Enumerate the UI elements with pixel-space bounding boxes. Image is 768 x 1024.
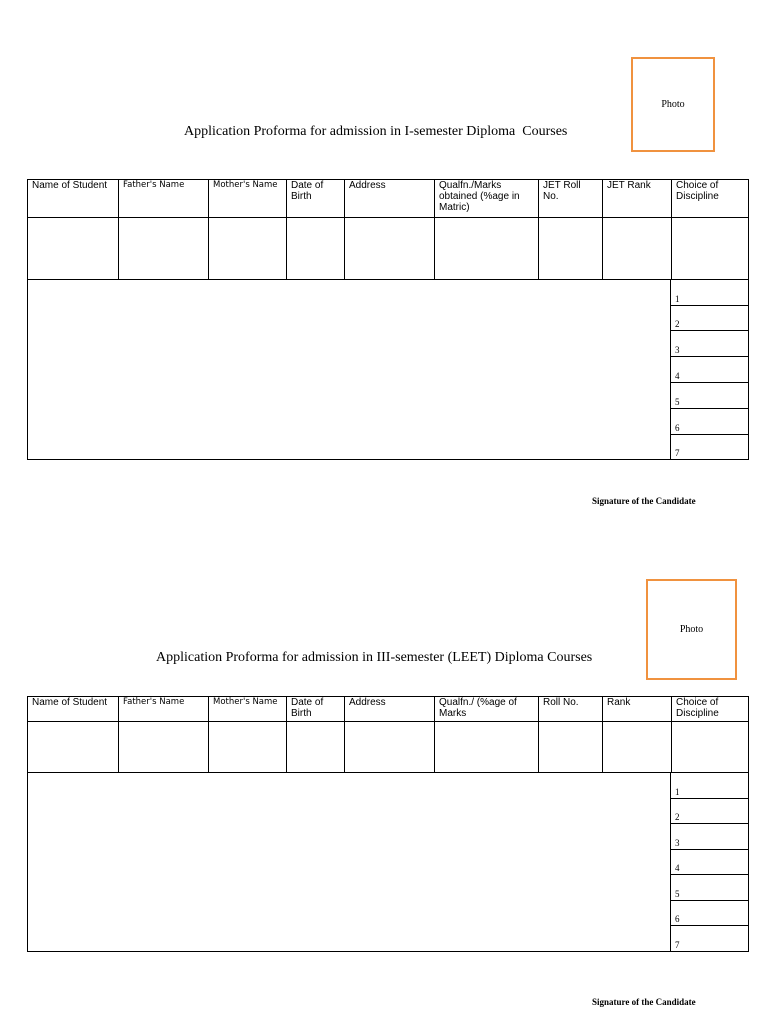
photo-box (631, 57, 715, 152)
header-mothers-name: Mother's Name (209, 180, 287, 217)
table-header-row (28, 697, 748, 722)
cell-roll-no[interactable] (539, 218, 603, 279)
choice-item-5[interactable] (671, 383, 748, 409)
cell-address[interactable] (345, 218, 435, 279)
header-address: Address (345, 697, 435, 721)
choice-number: 3 (675, 838, 680, 848)
choice-item-2[interactable] (671, 799, 748, 824)
header-rank: JET Rank (603, 180, 672, 217)
header-date-of-birth: Date of Birth (287, 697, 345, 721)
cell-date-of-birth[interactable] (287, 218, 345, 279)
choice-number: 5 (675, 889, 680, 899)
header-address: Address (345, 180, 435, 217)
header-qualification: Qualfn./Marks obtained (%age in Matric) (435, 180, 539, 217)
choice-number: 1 (675, 787, 680, 797)
cell-qualification[interactable] (435, 218, 539, 279)
choice-list (670, 280, 748, 459)
choice-item-6[interactable] (671, 901, 748, 926)
choice-number: 5 (675, 397, 680, 407)
choice-item-1[interactable] (671, 280, 748, 306)
cell-qualification[interactable] (435, 722, 539, 772)
cell-choice-of-discipline[interactable] (672, 722, 748, 772)
choice-number: 4 (675, 371, 680, 381)
form-title: Application Proforma for admission in I-semester Diploma Courses (184, 124, 568, 139)
choice-item-7[interactable] (671, 926, 748, 951)
photo-box (646, 579, 737, 680)
header-qualification: Qualfn./ (%age of Marks (435, 697, 539, 721)
cell-rank[interactable] (603, 722, 672, 772)
cell-date-of-birth[interactable] (287, 722, 345, 772)
signature-label: Signature of the Candidate (592, 997, 696, 1007)
choice-item-4[interactable] (671, 357, 748, 383)
choice-number: 4 (675, 863, 680, 873)
choice-item-6[interactable] (671, 409, 748, 435)
photo-label: Photo (679, 624, 704, 635)
header-date-of-birth: Date of Birth (287, 180, 345, 217)
header-roll-no: Roll No. (539, 697, 603, 721)
choice-item-7[interactable] (671, 435, 748, 459)
cell-rank[interactable] (603, 218, 672, 279)
cell-roll-no[interactable] (539, 722, 603, 772)
form-title: Application Proforma for admission in III-semester (LEET) Diploma Courses (156, 650, 593, 665)
choice-number: 6 (675, 423, 680, 433)
header-name-of-student: Name of Student (28, 180, 119, 217)
header-fathers-name: Father's Name (119, 180, 209, 217)
cell-mothers-name[interactable] (209, 722, 287, 772)
application-table (27, 696, 749, 952)
table-header-row (28, 180, 748, 218)
choice-item-3[interactable] (671, 824, 748, 850)
header-fathers-name: Father's Name (119, 697, 209, 721)
choice-item-1[interactable] (671, 773, 748, 799)
choice-number: 2 (675, 812, 680, 822)
header-choice-of-discipline: Choice of Discipline (676, 180, 719, 202)
table-entry-row (28, 218, 748, 280)
cell-fathers-name[interactable] (119, 722, 209, 772)
signature-label: Signature of the Candidate (592, 496, 696, 506)
header-roll-no: JET Roll No. (539, 180, 603, 217)
choice-number: 3 (675, 345, 680, 355)
header-choice-of-discipline: Choice of Discipline (676, 697, 719, 719)
cell-address[interactable] (345, 722, 435, 772)
choice-number: 1 (675, 294, 680, 304)
choice-number: 2 (675, 319, 680, 329)
choice-item-3[interactable] (671, 331, 748, 357)
cell-name-of-student[interactable] (28, 218, 119, 279)
photo-label: Photo (661, 99, 685, 110)
header-mothers-name: Mother's Name (209, 697, 287, 721)
choice-number: 6 (675, 914, 680, 924)
cell-choice-of-discipline[interactable] (672, 218, 748, 279)
choice-number: 7 (675, 448, 680, 458)
application-table (27, 179, 749, 460)
cell-fathers-name[interactable] (119, 218, 209, 279)
header-rank: Rank (603, 697, 672, 721)
choice-list (670, 773, 748, 951)
header-name-of-student: Name of Student (28, 697, 119, 721)
table-entry-row (28, 722, 748, 773)
cell-name-of-student[interactable] (28, 722, 119, 772)
choice-item-2[interactable] (671, 306, 748, 331)
choice-item-4[interactable] (671, 850, 748, 875)
choice-number: 7 (675, 940, 680, 950)
choice-item-5[interactable] (671, 875, 748, 901)
cell-mothers-name[interactable] (209, 218, 287, 279)
